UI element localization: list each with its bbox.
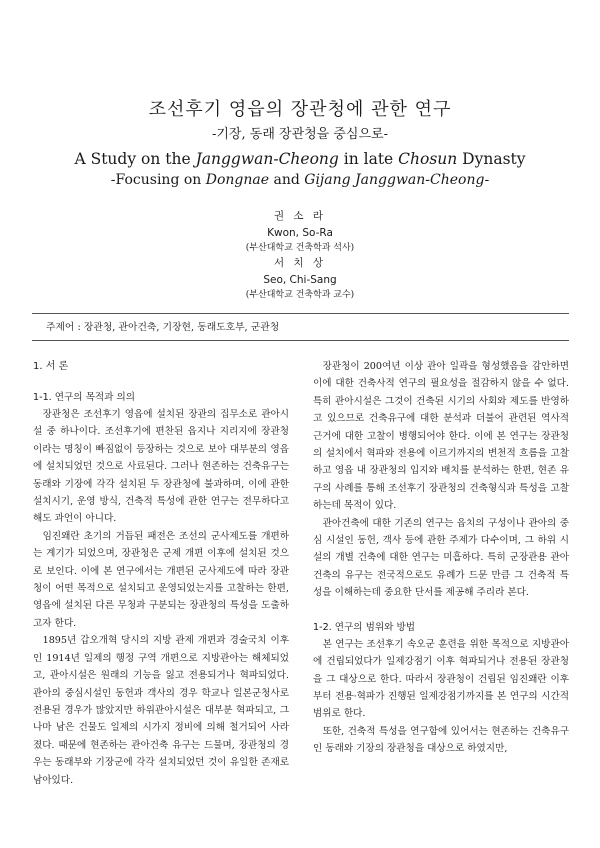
- body-paragraph: 또한, 건축적 특성을 연구함에 있어서는 현존하는 건축유구인 동래와 기장의 장관청을 대상으로 하였지만,: [313, 725, 569, 755]
- subtitle-en-italic: Gijang Janggwan-Cheong: [304, 172, 485, 188]
- subsection-heading: 1-1. 연구의 목적과 의의: [33, 392, 136, 403]
- subtitle-korean: -기장, 동래 장관청을 중심으로-: [211, 127, 388, 142]
- section-heading: 1. 서 론: [33, 361, 69, 372]
- title-en-italic: Janggwan-Cheong: [195, 150, 339, 168]
- body-paragraph: 임진왜란 초기의 거듭된 패전은 조선의 군사제도를 개편하는 계기가 되었으며, 장관청은 군제 개편 이후에 설치된 것으로 보인다. 이에 본 연구에서는 개편된 군사제도에 따라 장관청이 어떤 목적으로 설치되고 운영되었는지를 고찰하는 한편, 영읍에 설치된 다른 무청과 구분되는 장관청의 특성을 도출하고자 한다.: [33, 530, 289, 629]
- author-name-english: Seo, Chi-Sang: [263, 274, 337, 286]
- title-en-text: A Study on the: [74, 150, 196, 168]
- body-paragraph: 1895년 갑오개혁 당시의 지방 관제 개편과 경술국치 이후인 1914년 일제의 행정 구역 개편으로 지방관아는 해체되었고, 관아시설은 원래의 기능을 잃고 전용되거나 혁파되었다. 관아의 중심시설인 동헌과 객사의 경우 학교나 일본군청사로 전용된 경우가 많았지만 하위관아시설은 대부분 혁파되고, 그나마 남은 건물도 일제의 시가지 정비에 의해 철거되어 사라졌다. 때문에 현존하는 관아건축 유구는 드물며, 장관청의 경우는 동래부와 기장군에 각각 설치되었던 것이 유일한 존재로 남아있다.: [33, 635, 289, 786]
- body-paragraph: 본 연구는 조선후기 속오군 훈련을 위한 목적으로 지방관아에 건립되었다가 일제강점기 이후 혁파되거나 전용된 장관청을 그 대상으로 한다. 따라서 장관청이 건립된 임진왜란 이후부터 전용·혁파가 진행된 일제강점기까지를 본 연구의 시간적 범위로 한다.: [313, 638, 569, 720]
- body-paragraph: 장관청은 조선후기 영읍에 설치된 장관의 집무소로 관아시설 중 하나이다. 조선후기에 편찬된 읍지나 지리지에 장관청이라는 명칭이 빠짐없이 등장하는 것으로 보아 대부분의 영읍에 설치되었던 것으로 사료된다. 그러나 현존하는 건축유구는 동래와 기장에 각각 설치된 두 장관청에 불과하며, 이에 관한 설치시기, 운영 방식, 건축적 특성에 관한 연구는 전무하다고 해도 과언이 아니다.: [33, 409, 289, 525]
- author-name-korean: 권 소 라: [273, 210, 327, 222]
- subtitle-en-text: and: [269, 172, 305, 188]
- body-paragraph: 장관청이 200여년 이상 관아 일곽을 형성했음을 감안하면 이에 대한 건축사적 연구의 필요성을 절감하지 않을 수 없다. 특히 관아시설은 그것이 건축된 시기의 사회와 제도를 반영하고 있으므로 건축유구에 대한 분석과 더불어 관련된 역사적 근거에 대한 고찰이 병행되어야 한다. 이에 본 연구는 장관청의 설치에서 혁파와 전용에 이르기까지의 변천적 흐름을 고찰하고 영읍 내 장관청의 입지와 배치를 분석하는 한편, 현존 유구의 사례를 통해 조선후기 장관청의 건축형식과 특성을 고찰하는데 목적이 있다.: [313, 361, 569, 512]
- title-en-italic: Chosun: [398, 150, 458, 168]
- author-name-korean: 서 치 상: [273, 257, 327, 269]
- author-list: [0, 208, 600, 302]
- title-en-text: Dynasty: [457, 150, 526, 168]
- title-english: [0, 148, 600, 170]
- author-affiliation: (부산대학교 건축학과 교수): [245, 290, 355, 300]
- body-paragraph: 관아건축에 대한 기존의 연구는 읍치의 구성이나 관아의 중심 시설인 동헌, 객사 등에 관한 주제가 다수이며, 그 하위 시설의 개별 건축에 대한 연구는 미흡하다. 특히 군장관용 관아건축의 유구는 전국적으로도 유례가 드문 만큼 그 건축적 특성을 이해하는데 중요한 단서를 제공해 주리라 본다.: [313, 517, 569, 599]
- keywords-box: 주제어 : 장관청, 관아건축, 기장현, 동래도호부, 군관청: [32, 313, 569, 341]
- subtitle-en-text: -: [484, 172, 490, 188]
- author-affiliation: (부산대학교 건축학과 석사): [245, 243, 355, 253]
- title-korean: 조선후기 영읍의 장관청에 관한 연구: [148, 99, 452, 120]
- spacer: [313, 602, 569, 619]
- subtitle-english: [0, 170, 600, 190]
- left-column: [33, 358, 289, 789]
- subsection-heading: 1-2. 연구의 범위와 방법: [313, 621, 416, 633]
- right-column: [313, 358, 569, 758]
- paper-header: [0, 96, 600, 302]
- author-name-english: Kwon, So-Ra: [267, 227, 333, 239]
- subtitle-en-italic: Dongnae: [205, 172, 270, 188]
- title-en-text: in late: [338, 150, 399, 168]
- subtitle-en-text: -Focusing on: [110, 172, 206, 188]
